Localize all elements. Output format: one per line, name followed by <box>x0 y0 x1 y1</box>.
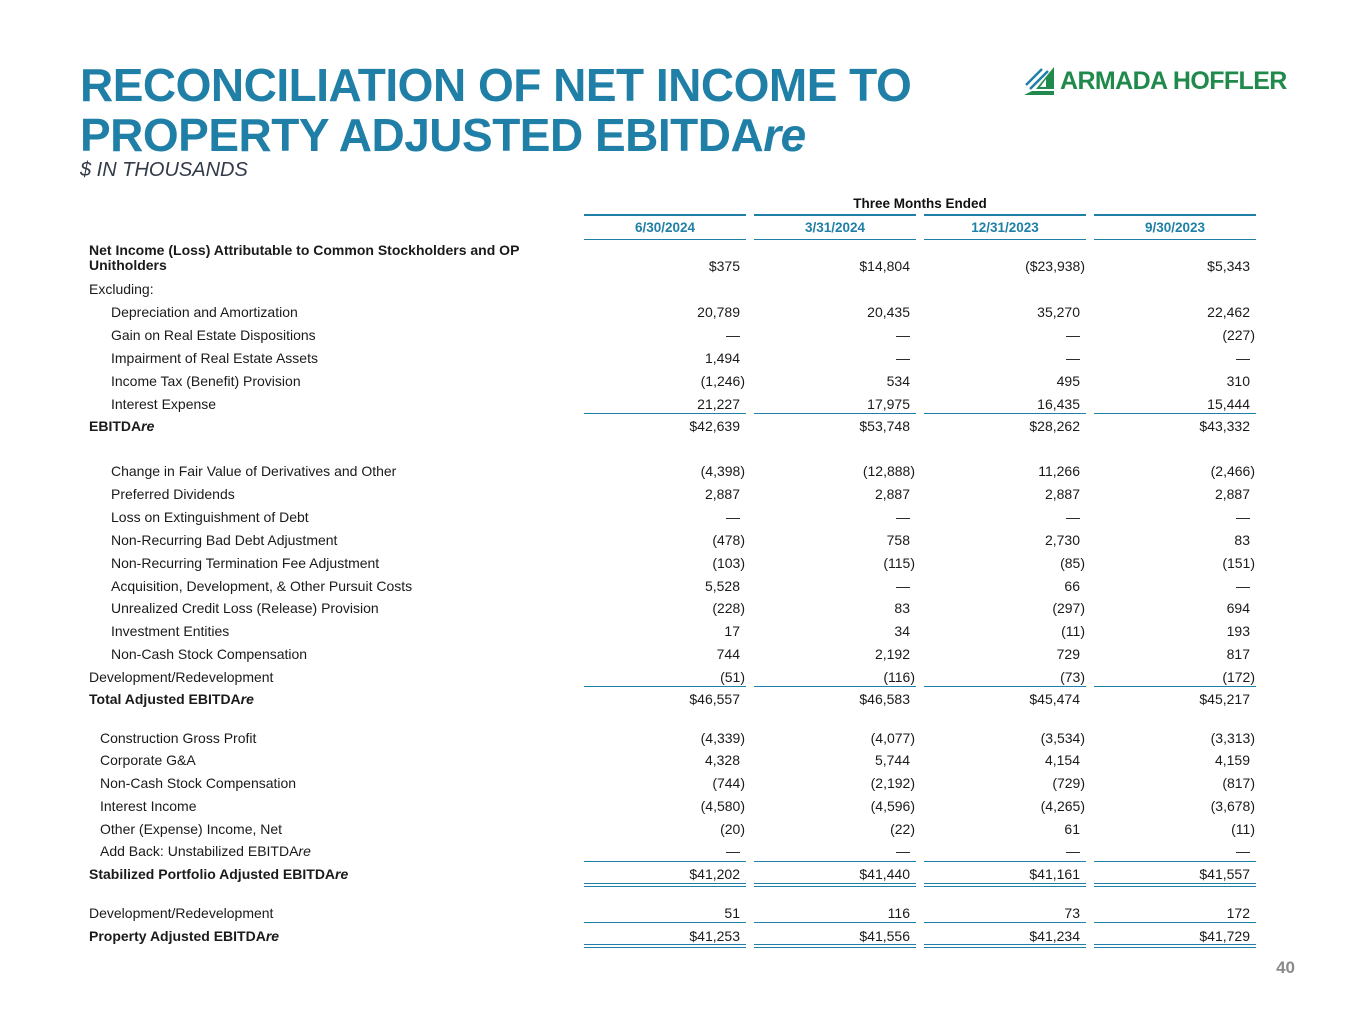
row-label <box>89 418 154 434</box>
value-cell: (22) <box>890 821 915 837</box>
value-cell: 2,887 <box>1214 486 1250 502</box>
row-label: Interest Income <box>100 798 197 814</box>
row-label: Loss on Extinguishment of Debt <box>111 509 309 525</box>
row-label-suffix: re <box>335 866 349 882</box>
value-cell: $41,556 <box>859 928 910 944</box>
value-cell: (4,077) <box>870 730 915 746</box>
subtotal-rule <box>754 413 916 414</box>
value-cell: 495 <box>1056 373 1080 389</box>
value-cell: — <box>896 509 910 525</box>
value-cell: 193 <box>1226 623 1250 639</box>
value-cell: 16,435 <box>1037 396 1080 412</box>
column-header-q4-2023: 12/31/2023 <box>924 214 1086 240</box>
value-cell: (85) <box>1060 555 1085 571</box>
row-label: Depreciation and Amortization <box>111 304 298 320</box>
row-label: Unrealized Credit Loss (Release) Provision <box>111 600 379 616</box>
value-cell: $46,557 <box>689 691 740 707</box>
value-cell: 34 <box>894 623 910 639</box>
value-cell: $41,440 <box>859 866 910 882</box>
value-cell: — <box>1066 843 1080 859</box>
value-cell: (3,313) <box>1210 730 1255 746</box>
subtotal-rule <box>924 413 1086 414</box>
total-double-rule <box>924 944 1086 948</box>
value-cell: (817) <box>1222 775 1255 791</box>
value-cell: 4,328 <box>704 752 740 768</box>
total-double-rule <box>1094 944 1256 948</box>
net-income-label: Net Income (Loss) Attributable to Common Stockholders and OP Unitholders <box>89 242 520 273</box>
value-cell: (1,246) <box>700 373 745 389</box>
column-header-q1-2024: 3/31/2024 <box>754 214 916 240</box>
total-double-rule <box>924 883 1086 887</box>
value-cell: (2,466) <box>1210 463 1255 479</box>
row-label: Excluding: <box>89 281 154 297</box>
value-cell: 83 <box>1234 532 1250 548</box>
row-label-suffix: re <box>265 928 280 944</box>
total-double-rule <box>754 883 916 887</box>
value-cell: 5,528 <box>704 578 740 594</box>
page-title <box>80 60 980 160</box>
value-cell: 694 <box>1226 600 1250 616</box>
value-cell: — <box>726 843 740 859</box>
value-cell: 20,789 <box>697 304 740 320</box>
value-cell: (4,398) <box>700 463 745 479</box>
value-cell: (3,678) <box>1210 798 1255 814</box>
row-label: Gain on Real Estate Dispositions <box>111 327 316 343</box>
subtotal-rule <box>924 686 1086 687</box>
value-cell: — <box>726 327 740 343</box>
title-line-1: RECONCILIATION OF NET INCOME TO <box>80 59 912 111</box>
value-cell: (2,192) <box>870 775 915 791</box>
value-cell: 61 <box>1064 821 1080 837</box>
value-cell: (4,339) <box>700 730 745 746</box>
row-label: Impairment of Real Estate Assets <box>111 350 318 366</box>
value-cell: — <box>1236 509 1250 525</box>
value-cell: — <box>726 509 740 525</box>
value-cell: 5,744 <box>874 752 910 768</box>
value-cell: (478) <box>712 532 745 548</box>
value-cell: 83 <box>894 600 910 616</box>
value-cell: $41,557 <box>1199 866 1250 882</box>
logo-mark-icon <box>1022 65 1056 97</box>
row-label: Non-Recurring Bad Debt Adjustment <box>111 532 338 548</box>
row-label: Preferred Dividends <box>111 486 235 502</box>
value-cell: 73 <box>1064 905 1080 921</box>
value-cell: 20,435 <box>867 304 910 320</box>
total-double-rule <box>754 944 916 948</box>
row-label <box>100 843 311 859</box>
value-cell: 2,192 <box>874 646 910 662</box>
value-cell: 729 <box>1056 646 1080 662</box>
total-double-rule <box>584 944 746 948</box>
value-cell: (4,580) <box>700 798 745 814</box>
total-double-rule <box>584 883 746 887</box>
units-subtitle: $ IN THOUSANDS <box>80 159 248 181</box>
subtotal-rule <box>754 922 916 923</box>
value-cell: $41,234 <box>1029 928 1080 944</box>
value-cell: — <box>1066 350 1080 366</box>
value-cell: $53,748 <box>859 418 910 434</box>
row-label-suffix: re <box>141 418 155 434</box>
subtotal-rule <box>754 686 916 687</box>
value-cell: $46,583 <box>859 691 910 707</box>
value-cell: 172 <box>1226 905 1250 921</box>
value-cell: — <box>896 327 910 343</box>
value-cell: 817 <box>1226 646 1250 662</box>
value-cell: — <box>896 350 910 366</box>
row-label: Investment Entities <box>111 623 230 639</box>
value-cell: $41,729 <box>1199 928 1250 944</box>
value-cell: $375 <box>708 258 740 274</box>
value-cell: (4,596) <box>870 798 915 814</box>
row-label-prefix: EBITDA <box>89 418 142 434</box>
company-logo <box>1022 64 1287 98</box>
subtotal-rule <box>754 861 916 862</box>
value-cell: 4,154 <box>1044 752 1080 768</box>
row-label: Construction Gross Profit <box>100 730 257 746</box>
row-label: Change in Fair Value of Derivatives and Other <box>111 463 397 479</box>
value-cell: (729) <box>1052 775 1085 791</box>
column-header-q3-2023: 9/30/2023 <box>1094 214 1256 240</box>
row-label-prefix: Total Adjusted EBITDA <box>89 691 241 707</box>
row-label-prefix: Stabilized Portfolio Adjusted EBITDA <box>89 866 336 882</box>
subtotal-rule <box>1094 922 1256 923</box>
row-label <box>89 866 348 882</box>
value-cell: 2,730 <box>1044 532 1080 548</box>
period-header: Three Months Ended <box>853 196 987 211</box>
value-cell: $41,253 <box>689 928 740 944</box>
subtotal-rule <box>584 922 746 923</box>
value-cell: 35,270 <box>1037 304 1080 320</box>
subtotal-rule <box>1094 686 1256 687</box>
title-line-2-suffix: re <box>763 109 806 161</box>
value-cell: $14,804 <box>859 258 910 274</box>
value-cell: (744) <box>712 775 745 791</box>
value-cell: (116) <box>883 669 915 685</box>
row-label: Non-Recurring Termination Fee Adjustment <box>111 555 380 571</box>
value-cell: (73) <box>1060 669 1085 685</box>
row-label <box>89 928 279 944</box>
value-cell: (4,265) <box>1040 798 1085 814</box>
logo-text: ARMADA HOFFLER <box>1060 66 1287 95</box>
row-label: Non-Cash Stock Compensation <box>111 646 308 662</box>
title-line-2 <box>80 110 980 160</box>
value-cell: (151) <box>1222 555 1255 571</box>
value-cell: 11,266 <box>1038 463 1080 479</box>
value-cell: (11) <box>1231 821 1255 837</box>
row-label-prefix: Add Back: Unstabilized EBITDA <box>100 843 299 859</box>
value-cell: 1,494 <box>704 350 740 366</box>
value-cell: 534 <box>886 373 910 389</box>
subtotal-rule <box>924 861 1086 862</box>
row-label: Development/Redevelopment <box>89 905 274 921</box>
row-label-suffix: re <box>240 691 254 707</box>
subtotal-rule <box>584 686 746 687</box>
value-cell: (172) <box>1222 669 1255 685</box>
value-cell: (12,888) <box>862 463 915 479</box>
subtotal-rule <box>1094 413 1256 414</box>
row-label-prefix: Property Adjusted EBITDA <box>89 928 266 944</box>
value-cell: 744 <box>716 646 740 662</box>
row-label: Development/Redevelopment <box>89 669 274 685</box>
value-cell: 51 <box>724 905 740 921</box>
row-label: Interest Expense <box>111 396 217 412</box>
value-cell: 21,227 <box>697 396 740 412</box>
value-cell: 310 <box>1226 373 1250 389</box>
value-cell: — <box>1236 578 1250 594</box>
subtotal-rule <box>584 413 746 414</box>
value-cell: (11) <box>1061 623 1085 639</box>
row-label-suffix: re <box>298 843 311 859</box>
total-double-rule <box>1094 883 1256 887</box>
row-label: Income Tax (Benefit) Provision <box>111 373 301 389</box>
row-label <box>89 691 254 707</box>
value-cell: ($23,938) <box>1025 258 1085 274</box>
value-cell: (103) <box>712 555 745 571</box>
value-cell: 2,887 <box>874 486 910 502</box>
page-number: 40 <box>1276 958 1295 977</box>
value-cell: — <box>1236 843 1250 859</box>
value-cell: — <box>896 578 910 594</box>
value-cell: — <box>896 843 910 859</box>
value-cell: — <box>1066 509 1080 525</box>
value-cell: — <box>1236 350 1250 366</box>
column-header-q2-2024: 6/30/2024 <box>584 214 746 240</box>
value-cell: 66 <box>1064 578 1080 594</box>
value-cell: $45,217 <box>1199 691 1250 707</box>
value-cell: 17 <box>724 623 740 639</box>
subtotal-rule <box>924 922 1086 923</box>
value-cell: (3,534) <box>1040 730 1085 746</box>
row-label: Corporate G&A <box>100 752 196 768</box>
value-cell: 116 <box>887 905 910 921</box>
subtotal-rule <box>584 861 746 862</box>
subtotal-rule <box>1094 861 1256 862</box>
value-cell: $41,161 <box>1029 866 1080 882</box>
value-cell: 15,444 <box>1207 396 1250 412</box>
row-label: Other (Expense) Income, Net <box>100 821 283 837</box>
value-cell: (51) <box>720 669 745 685</box>
value-cell: $43,332 <box>1199 418 1250 434</box>
value-cell: (297) <box>1052 600 1085 616</box>
value-cell: (20) <box>720 821 745 837</box>
value-cell: 17,975 <box>867 396 910 412</box>
value-cell: 758 <box>886 532 910 548</box>
row-label: Acquisition, Development, & Other Pursuit Costs <box>111 578 413 594</box>
value-cell: (228) <box>712 600 745 616</box>
value-cell: $41,202 <box>689 866 740 882</box>
value-cell: — <box>1066 327 1080 343</box>
value-cell: $28,262 <box>1029 418 1080 434</box>
title-line-2-prefix: PROPERTY ADJUSTED EBITDA <box>80 109 764 161</box>
value-cell: $5,343 <box>1207 258 1250 274</box>
value-cell: 2,887 <box>1044 486 1080 502</box>
value-cell: $45,474 <box>1029 691 1080 707</box>
value-cell: 2,887 <box>704 486 740 502</box>
value-cell: (227) <box>1222 327 1255 343</box>
value-cell: $42,639 <box>689 418 740 434</box>
row-label: Non-Cash Stock Compensation <box>100 775 297 791</box>
value-cell: 4,159 <box>1214 752 1250 768</box>
value-cell: (115) <box>883 555 915 571</box>
value-cell: 22,462 <box>1207 304 1250 320</box>
